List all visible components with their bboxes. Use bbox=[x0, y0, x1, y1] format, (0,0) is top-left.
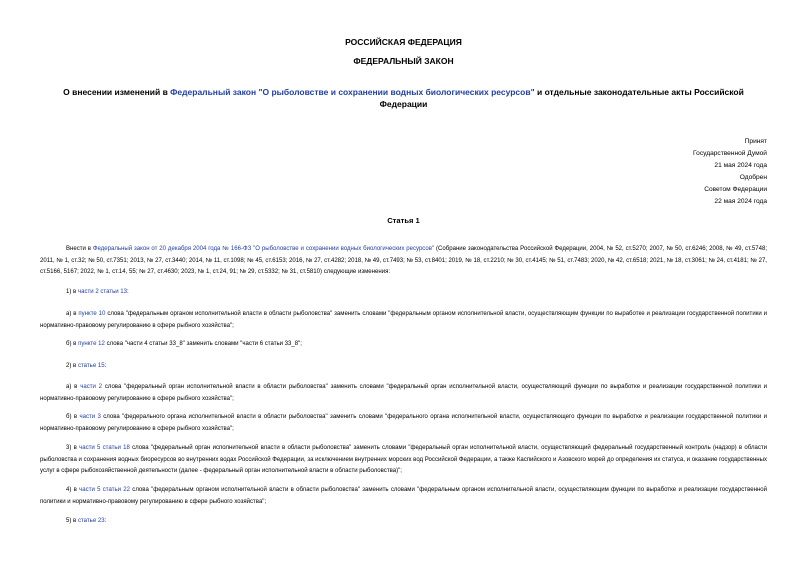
item-1b-suffix: слова "части 4 статьи 33_8" заменить словами "части 6 статьи 33_8"; bbox=[104, 341, 302, 347]
item-2b bbox=[40, 412, 767, 435]
item-3 bbox=[40, 443, 767, 478]
item-2a-suffix: слова "федеральный орган исполнительной власти в области рыболовства" заменить словами "федеральный орган исполнительной власти, осуществляющий функции по выработке и реализации государственной политики и нормативно-правовому регулированию в сфере рыбного хозяйства"; bbox=[40, 384, 767, 402]
item-4-prefix: 4) в bbox=[66, 487, 80, 493]
adoption-block bbox=[567, 136, 767, 208]
item-4-suffix: слова "федеральным органом исполнительной власти в области рыболовства" заменить словами "федеральным органом исполнительной власти, осуществляющим функции по выработке и реализации государственной политики и нормативно-правовому регулированию в сфере рыбного хозяйства"; bbox=[40, 487, 767, 505]
item-1b-link[interactable]: пункте 12 bbox=[78, 341, 105, 347]
item-4-link[interactable]: части 5 статьи 22 bbox=[79, 487, 131, 493]
intro-prefix: Внести в bbox=[66, 246, 93, 252]
country-heading: РОССИЙСКАЯ ФЕДЕРАЦИЯ bbox=[345, 37, 462, 47]
approved-date: 22 мая 2024 года bbox=[714, 198, 767, 205]
item-3-suffix: слова "федеральный орган исполнительной власти в области рыболовства" заменить словами "федеральный орган исполнительной власти, осуществляющий федеральный государственный контроль (надзор) в области рыболовства и сохранения водных биоресурсов во внутренних водах Российской Федерации, за исключением внутренних морских вод Российской Федерации, а также Каспийского и Азовского морей до определения их статуса, и оказание государственных услуг в сфере рыбохозяйственной деятельности (далее - федеральный орган исполнительной власти в области рыболовства)"; bbox=[40, 445, 768, 474]
intro-suffix: (Собрание законодательства Российской Федерации, 2004, № 52, ст.5270; 2007, № 50, ст.6246; 2008, № 49, ст.5748; 2011, № 1, ст.32; № 50, ст.7351; 2013, № 27, ст.3440; 2014, № 11, ст.1098; № 45, ст.6153; 2016, № 27, ст.4282; 2018, № 49, ст.7493; № 53, ст.8401; 2019, № 18, ст.2210; № 30, ст.4145; № 51, ст.7483; 2020, № 42, ст.6518; 2021, № 18, ст.3061; № 24, ст.4181; № 27, ст.5166, 5167; 2022, № 1, ст.14, 55; № 27, ст.4630; 2023, № 1, ст.24, 91; № 29, ст.5332; № 31, ст.5810) следующие изменения: bbox=[40, 246, 767, 275]
approved-label: Одобрен bbox=[739, 174, 767, 181]
item-1 bbox=[40, 287, 767, 299]
law-title-prefix: О внесении изменений в bbox=[63, 87, 171, 97]
accepted-date: 21 мая 2024 года bbox=[714, 162, 767, 169]
item-1-link[interactable]: части 2 статьи 13 bbox=[77, 289, 128, 295]
item-3-link[interactable]: части 5 статьи 18 bbox=[79, 445, 130, 451]
item-3-prefix: 3) в bbox=[66, 445, 80, 451]
item-2a-link[interactable]: части 2 bbox=[80, 384, 103, 390]
item-2-prefix: 2) в bbox=[66, 363, 78, 369]
item-2a-prefix: а) в bbox=[66, 384, 81, 390]
item-1b bbox=[40, 339, 767, 351]
item-5-prefix: 5) в bbox=[66, 518, 78, 524]
law-title bbox=[40, 86, 767, 110]
item-1a-link[interactable]: пункте 10 bbox=[78, 311, 106, 317]
item-2b-suffix: слова "федерального органа исполнительной власти в области рыболовства" заменить словами "федерального органа исполнительной власти, осуществляющего функции по выработке и реализации государственной политики и нормативно-правовому регулированию в сфере рыбного хозяйства"; bbox=[40, 414, 767, 432]
item-4 bbox=[40, 485, 767, 508]
intro-paragraph bbox=[40, 244, 767, 279]
doc-type-heading: ФЕДЕРАЛЬНЫЙ ЗАКОН bbox=[353, 56, 454, 66]
item-2b-prefix: б) в bbox=[66, 414, 80, 420]
approved-body: Советом Федерации bbox=[704, 186, 767, 193]
item-2 bbox=[40, 361, 767, 373]
accepted-body: Государственной Думой bbox=[693, 150, 767, 157]
item-1a-prefix: а) в bbox=[66, 311, 79, 317]
article-heading: Статья 1 bbox=[387, 216, 420, 225]
item-5-suffix: : bbox=[104, 518, 107, 524]
item-5 bbox=[40, 516, 767, 528]
law-title-link[interactable]: Федеральный закон "О рыболовстве и сохранении водных биологических ресурсов" bbox=[170, 87, 535, 97]
item-1a bbox=[40, 309, 767, 332]
item-2-link[interactable]: статье 15 bbox=[77, 363, 105, 369]
law-title-suffix: и отдельные законодательные акты Российской Федерации bbox=[379, 87, 744, 109]
item-1b-prefix: б) в bbox=[66, 341, 79, 347]
item-2a bbox=[40, 382, 767, 405]
accepted-label: Принят bbox=[744, 138, 767, 145]
item-1-prefix: 1) в bbox=[66, 289, 78, 295]
item-2-suffix: : bbox=[104, 363, 107, 369]
intro-law-link[interactable]: Федеральный закон от 20 декабря 2004 года № 166-ФЗ "О рыболовстве и сохранении водных биологических ресурсов" bbox=[92, 246, 435, 252]
item-1-suffix: : bbox=[127, 289, 129, 295]
item-1a-suffix: слова "федеральным органом исполнительной власти в области рыболовства" заменить словами "федеральным органом исполнительной власти, осуществляющим функции по выработке и реализации государственной политики и нормативно-правовому регулированию в сфере рыбного хозяйства"; bbox=[40, 311, 767, 329]
item-5-link[interactable]: статье 23 bbox=[77, 518, 105, 524]
item-2b-link[interactable]: части 3 bbox=[79, 414, 101, 420]
